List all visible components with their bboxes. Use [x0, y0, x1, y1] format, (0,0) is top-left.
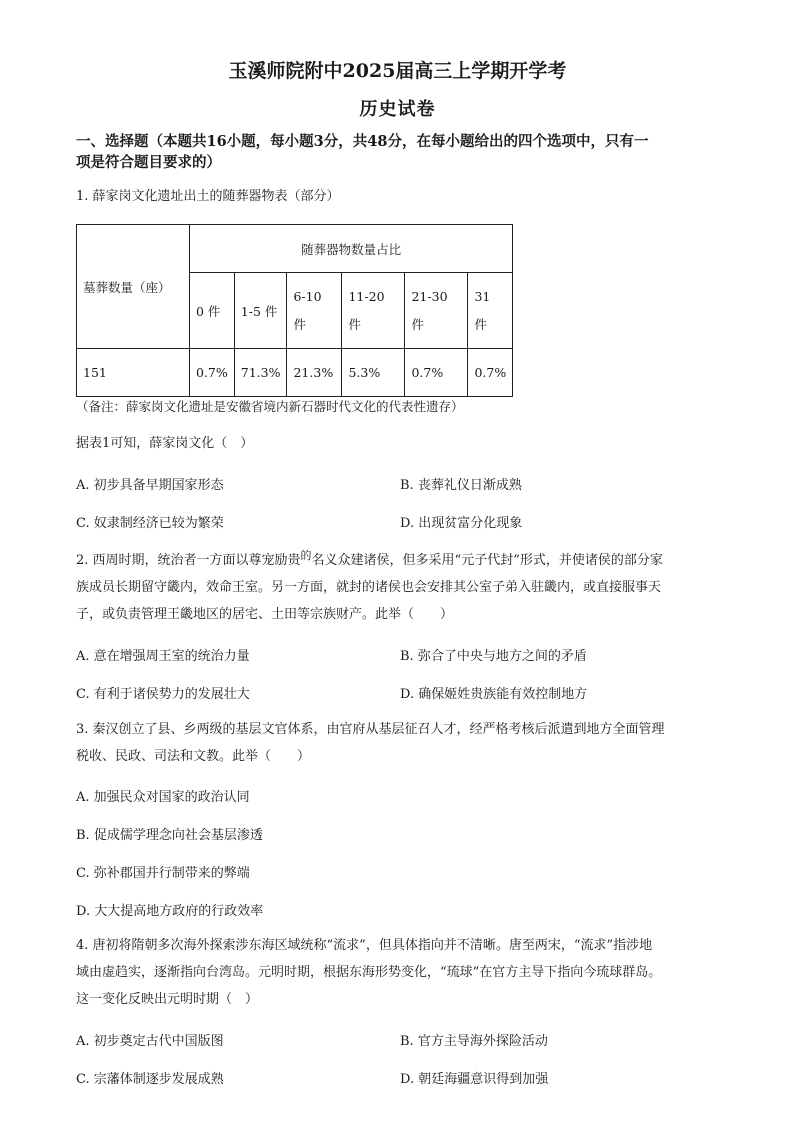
q2-stem-line3: 子，或负责管理王畿地区的居宅、土田等宗族财产。此举（ ）: [76, 607, 454, 622]
q2-stem-line1: 2. 西周时期，统治者一方面以尊宠励贵$^的$名义众建诸侯，但多采用“元子代封”形式，并使诸侯的部分家: [76, 549, 663, 568]
q3-stem-line1: 3. 秦汉创立了县、乡两级的基层文官体系，由官府从基层征召人才，经严格考核后派遣到地方全面管理: [76, 722, 665, 737]
table-col-header: 31 件: [468, 273, 513, 349]
q1-option-c[interactable]: C. 奴隶制经济已较为繁荣: [76, 516, 224, 531]
table-col-header: 21-30 件: [405, 273, 468, 349]
page-title: 玉溪师院附中2025届高三上学期开学考: [228, 60, 567, 82]
q2-option-c[interactable]: C. 有利于诸侯势力的发展壮大: [76, 687, 250, 702]
q4-stem: [76, 932, 726, 1013]
q3-option-d[interactable]: D. 大大提高地方政府的行政效率: [76, 904, 264, 919]
q4-option-d[interactable]: D. 朝廷海疆意识得到加强: [400, 1072, 549, 1087]
section-heading-line2: 项是符合题目要求的）: [76, 154, 221, 171]
q1-note: （备注：薛家岗文化遗址是安徽省境内新石器时代文化的代表性遗存）: [76, 399, 464, 414]
q1-option-a[interactable]: A. 初步具备早期国家形态: [76, 478, 224, 493]
table-cell: 0.7%: [190, 349, 235, 397]
q4-option-b[interactable]: B. 官方主导海外探险活动: [400, 1034, 548, 1049]
q1-option-d[interactable]: D. 出现贫富分化现象: [400, 516, 523, 531]
table-cell: 5.3%: [342, 349, 405, 397]
table-cell: 0.7%: [468, 349, 513, 397]
table-cell: 71.3%: [234, 349, 287, 397]
table-col-header: 0 件: [190, 273, 235, 349]
table-cell: 0.7%: [405, 349, 468, 397]
table-col-header: 6-10 件: [287, 273, 342, 349]
q1-option-b[interactable]: B. 丧葬礼仪日渐成熟: [400, 478, 522, 493]
table-col-header: 11-20 件: [342, 273, 405, 349]
q3-option-c[interactable]: C. 弥补郡国并行制带来的弊端: [76, 866, 250, 881]
q3-stem-line2: 税收、民政、司法和文教。此举（ ）: [76, 749, 311, 764]
q2-option-b[interactable]: B. 弥合了中央与地方之间的矛盾: [400, 649, 587, 664]
q2-stem: [76, 547, 726, 628]
q2-stem-line2: 族成员长期留守畿内，效命王室。另一方面，就封的诸侯也会安排其公室子弟入驻畿内，或直接服事天: [76, 580, 662, 595]
section-heading: [76, 131, 736, 173]
table-cell: 151: [77, 349, 190, 397]
q3-stem: [76, 716, 726, 770]
q4-option-c[interactable]: C. 宗藩体制逐步发展成熟: [76, 1072, 224, 1087]
q3-option-a[interactable]: A. 加强民众对国家的政治认同: [76, 790, 250, 805]
q4-stem-line2: 域由虚趋实，逐渐指向台湾岛。元明时期，根据东海形势变化，“琉球”在官方主导下指向今琉球群岛。: [76, 965, 662, 980]
table-col-header: 1-5 件: [234, 273, 287, 349]
table-cell: 21.3%: [287, 349, 342, 397]
q4-option-a[interactable]: A. 初步奠定古代中国版图: [76, 1034, 224, 1049]
q1-caption: 1. 薛家岗文化遗址出土的随葬器物表（部分）: [76, 189, 340, 204]
q3-option-b[interactable]: B. 促成儒学理念向社会基层渗透: [76, 828, 263, 843]
q1-stem: 据表1可知，薛家岗文化（ ）: [76, 436, 254, 451]
table-group-header: 随葬器物数量占比: [190, 225, 513, 273]
q2-option-d[interactable]: D. 确保姬姓贵族能有效控制地方: [400, 687, 588, 702]
q4-stem-line1: 4. 唐初将隋朝多次海外探索涉东海区域统称“流求”，但具体指向并不清晰。唐至两宋，“流求”指涉地: [76, 938, 653, 953]
page-subtitle: 历史试卷: [359, 99, 436, 120]
burial-goods-table: [76, 224, 513, 397]
q4-stem-line3: 这一变化反映出元明时期（ ）: [76, 992, 259, 1007]
table-row-header: 墓葬数量（座）: [77, 225, 190, 349]
q2-option-a[interactable]: A. 意在增强周王室的统治力量: [76, 649, 250, 664]
section-heading-line1: 一、选择题（本题共16小题，每小题3分，共48分，在每小题给出的四个选项中，只有一: [76, 133, 649, 150]
